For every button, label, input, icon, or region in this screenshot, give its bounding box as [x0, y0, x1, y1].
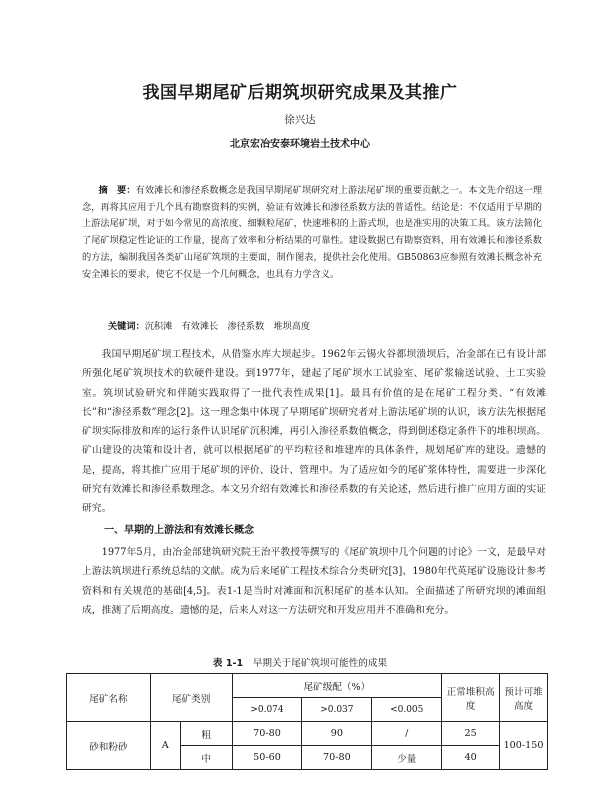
abstract-text: 有效滩长和渗径系数概念是我国早期尾矿坝研究对上游法尾矿坝的重要贡献之一。本文先介绍这一理念，再将其应用于几个具有勘察资料的实例，验证有效滩长和渗径系数方法的普适性。结论是：不仅适用于早期的上游法尾矿坝，对于如今常见的高浓度、细颗粒尾矿，快速堆积的上游式坝，也是准实用的决策工具。该方法简化了尾矿坝稳定性论证的工作量，提高了效率和分析结果的可靠性。建设数据已有勘察资料，用有效滩长和渗径系数的方法，编制我国各类矿山尾矿筑坝的主要面，制作图表，提供社会化使用。GB50863应参照有效滩长概念补充安全滩长的要求，使它不仅是一个几何概念，也具有力学含义。	[82, 185, 543, 280]
cell-sub: 中	[180, 746, 232, 770]
cell-g2: 90	[302, 722, 372, 746]
header-grading: 尾矿级配（%）	[232, 674, 442, 698]
section-paragraph: 1977年5月，由冶金部建筑研究院王治平教授等撰写的《尾矿筑坝中几个问题的讨论》一文，是最早对上游法筑坝进行系统总结的文献。成为后来尾矿工程技术综合分类研究[3]、1980年代英尾矿设施设计参考资料和有关规范的基础[4,5]。表1-1是当时对滩面和沉积尾矿的基本认知。全面描述了所研究坝的滩面组成，推测了后期高度。遗憾的是，后来人对这一方法研究和开发应用并不准确和充分。	[82, 547, 546, 616]
cell-g2: 70-80	[302, 746, 372, 770]
cell-beach: 40	[442, 746, 500, 770]
cell-g1: 50-60	[232, 746, 302, 770]
paper-title: 我国早期尾矿后期筑坝研究成果及其推广	[142, 83, 458, 103]
intro-paragraph: 我国早期尾矿坝工程技术，从借鉴水库大坝起步。1962年云锡火谷都坝溃坝后，冶金部在已有设计部所强化尾矿筑坝技术的软硬件建设。到1977年，建起了尾矿坝水工试验室、尾矿浆输送试验、土工实验室。筑坝试验研究和伴随实践取得了一批代表性成果[1]。最具有价值的是在尾矿工程分类、“有效滩长”和“渗径系数”理念[2]。这一理念集中体现了早期尾矿坝研究者对上游法尾矿坝的认识，该方法先根据尾矿坝实际排放和库的运行条件认识尾矿沉积滩，再引入渗径系数值概念，得到倒述稳定条件下的堆积坝高。矿山建设的决策和设计者，就可以根据尾矿的平均粒径和堆建库的具体条件，规划尾矿库的建设。遗憾的是，提高，将其推广应用于尾矿坝的评价、设计、管理中。为了适应如今的尾矿浆体特性，需要进一步深化研究有效滩长和渗径系数理念。本文另介绍有效滩长和渗径系数的有关论述，然后进行推广应用方面的实证研究。	[82, 349, 546, 515]
abstract	[82, 183, 542, 283]
table-caption	[0, 655, 600, 669]
author: 徐兴达	[284, 114, 316, 126]
table-caption-text: 早期关于尾矿筑坝可能性的成果	[252, 658, 388, 669]
affiliation: 北京宏冶安泰环境岩土技术中心	[230, 139, 370, 150]
header-beach-height: 正常堆积高度	[442, 674, 500, 722]
header-g2: >0.037	[302, 698, 372, 722]
header-g3: <0.005	[372, 698, 442, 722]
keywords-text: 沉积滩 有效滩长 渗径系数 堆坝高度	[144, 321, 311, 332]
section-heading: 一、早期的上游法和有效滩长概念	[104, 525, 254, 536]
cell-category: A	[150, 722, 180, 770]
cell-expected: 100-150	[500, 722, 548, 770]
results-table	[66, 673, 548, 770]
cell-g3: 少量	[372, 746, 442, 770]
table-row	[67, 722, 548, 746]
header-category: 尾矿类别	[150, 674, 232, 722]
cell-g3: /	[372, 722, 442, 746]
header-name: 尾矿名称	[67, 674, 151, 722]
cell-sub: 粗	[180, 722, 232, 746]
cell-g1: 70-80	[232, 722, 302, 746]
table-caption-number: 表 1-1	[212, 658, 244, 669]
header-g1: >0.074	[232, 698, 302, 722]
table-header-row	[67, 674, 548, 698]
cell-name: 砂和粉砂	[67, 722, 151, 770]
abstract-label: 摘 要：	[98, 185, 136, 196]
header-expected-height: 预计可堆高度	[500, 674, 548, 722]
keywords-label: 关键词：	[108, 321, 145, 332]
keywords	[108, 318, 310, 332]
cell-beach: 25	[442, 722, 500, 746]
